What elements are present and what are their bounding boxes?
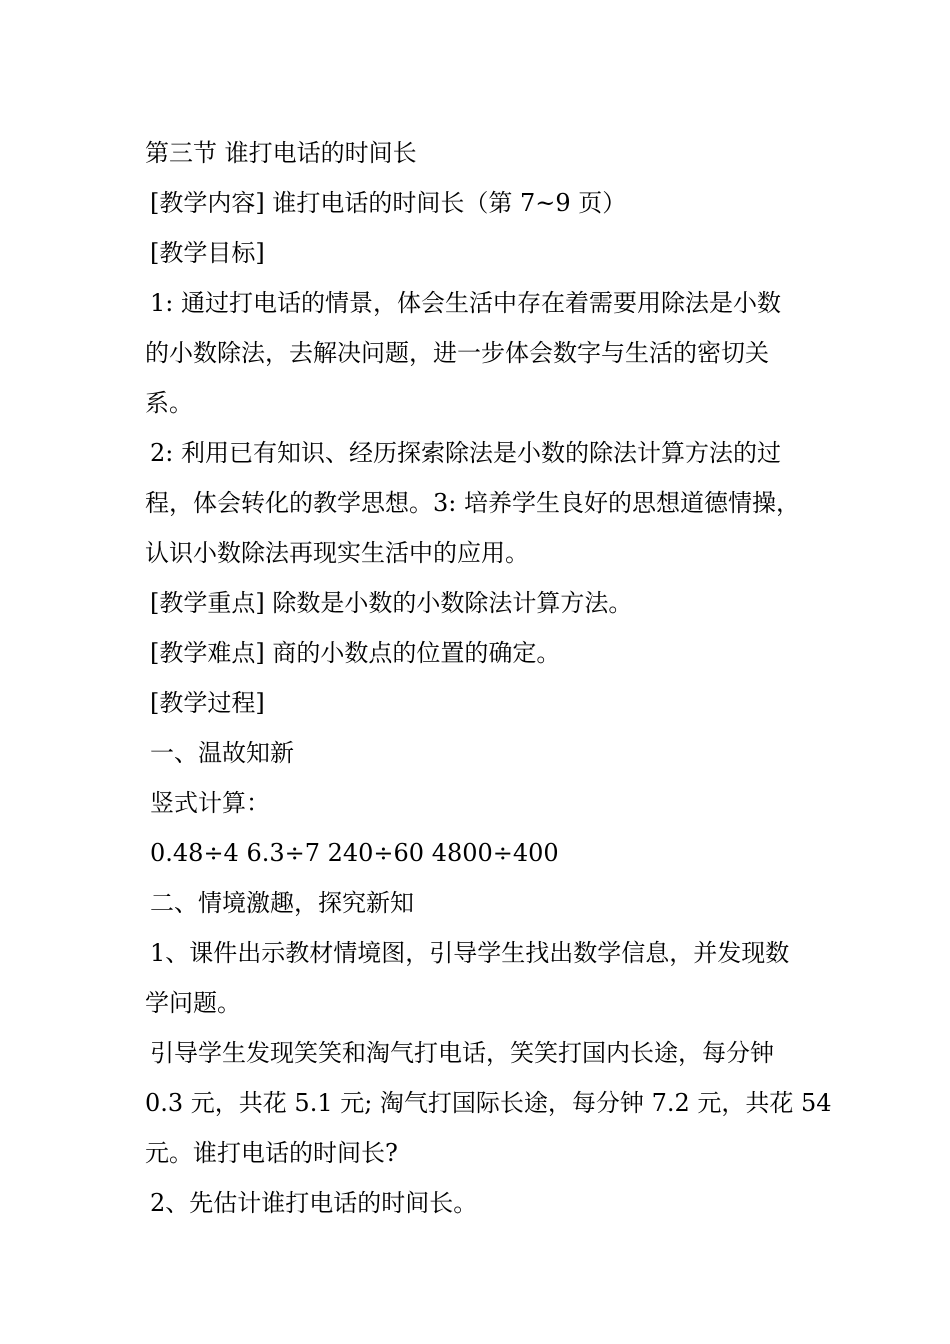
teaching-focus-line: [教学重点] 除数是小数的小数除法计算方法。 — [150, 589, 633, 617]
scenario-line-2: 0.3 元，共花 5.1 元; 淘气打国际长途，每分钟 7.2 元，共花 54 — [145, 1089, 832, 1117]
vertical-calc-label: 竖式计算： — [150, 789, 270, 817]
goal-2-line-2: 程，体会转化的教学思想。3: 培养学生良好的思想道德情操， — [145, 489, 800, 517]
scenario-line-3: 元。谁打电话的时间长? — [145, 1139, 398, 1167]
part-2-heading: 二、情境激趣，探究新知 — [150, 889, 414, 917]
part-1-heading: 一、温故知新 — [150, 739, 294, 767]
step-1-line-2: 学问题。 — [145, 989, 241, 1017]
teaching-content-line: [教学内容] 谁打电话的时间长（第 7~9 页） — [150, 189, 627, 217]
goal-1-line-3: 系。 — [145, 389, 193, 417]
goal-2-line-1: 2: 利用已有知识、经历探索除法是小数的除法计算方法的过 — [150, 439, 781, 467]
teaching-difficulty-line: [教学难点] 商的小数点的位置的确定。 — [150, 639, 561, 667]
goal-1-line-1: 1: 通过打电话的情景，体会生活中存在着需要用除法是小数 — [150, 289, 781, 317]
step-1-line-1: 1、课件出示教材情境图，引导学生找出数学信息，并发现数 — [150, 939, 790, 967]
document-body — [145, 128, 832, 1228]
goal-3-line: 认识小数除法再现实生活中的应用。 — [145, 539, 529, 567]
section-title: 第三节 谁打电话的时间长 — [145, 139, 417, 167]
scenario-line-1: 引导学生发现笑笑和淘气打电话，笑笑打国内长途，每分钟 — [150, 1039, 774, 1067]
step-2-line: 2、先估计谁打电话的时间长。 — [150, 1189, 478, 1217]
teaching-goals-heading: [教学目标] — [150, 239, 265, 267]
calc-exercises: 0.48÷4 6.3÷7 240÷60 4800÷400 — [150, 839, 559, 867]
goal-1-line-2: 的小数除法，去解决问题，进一步体会数字与生活的密切关 — [145, 339, 769, 367]
teaching-process-heading: [教学过程] — [150, 689, 265, 717]
